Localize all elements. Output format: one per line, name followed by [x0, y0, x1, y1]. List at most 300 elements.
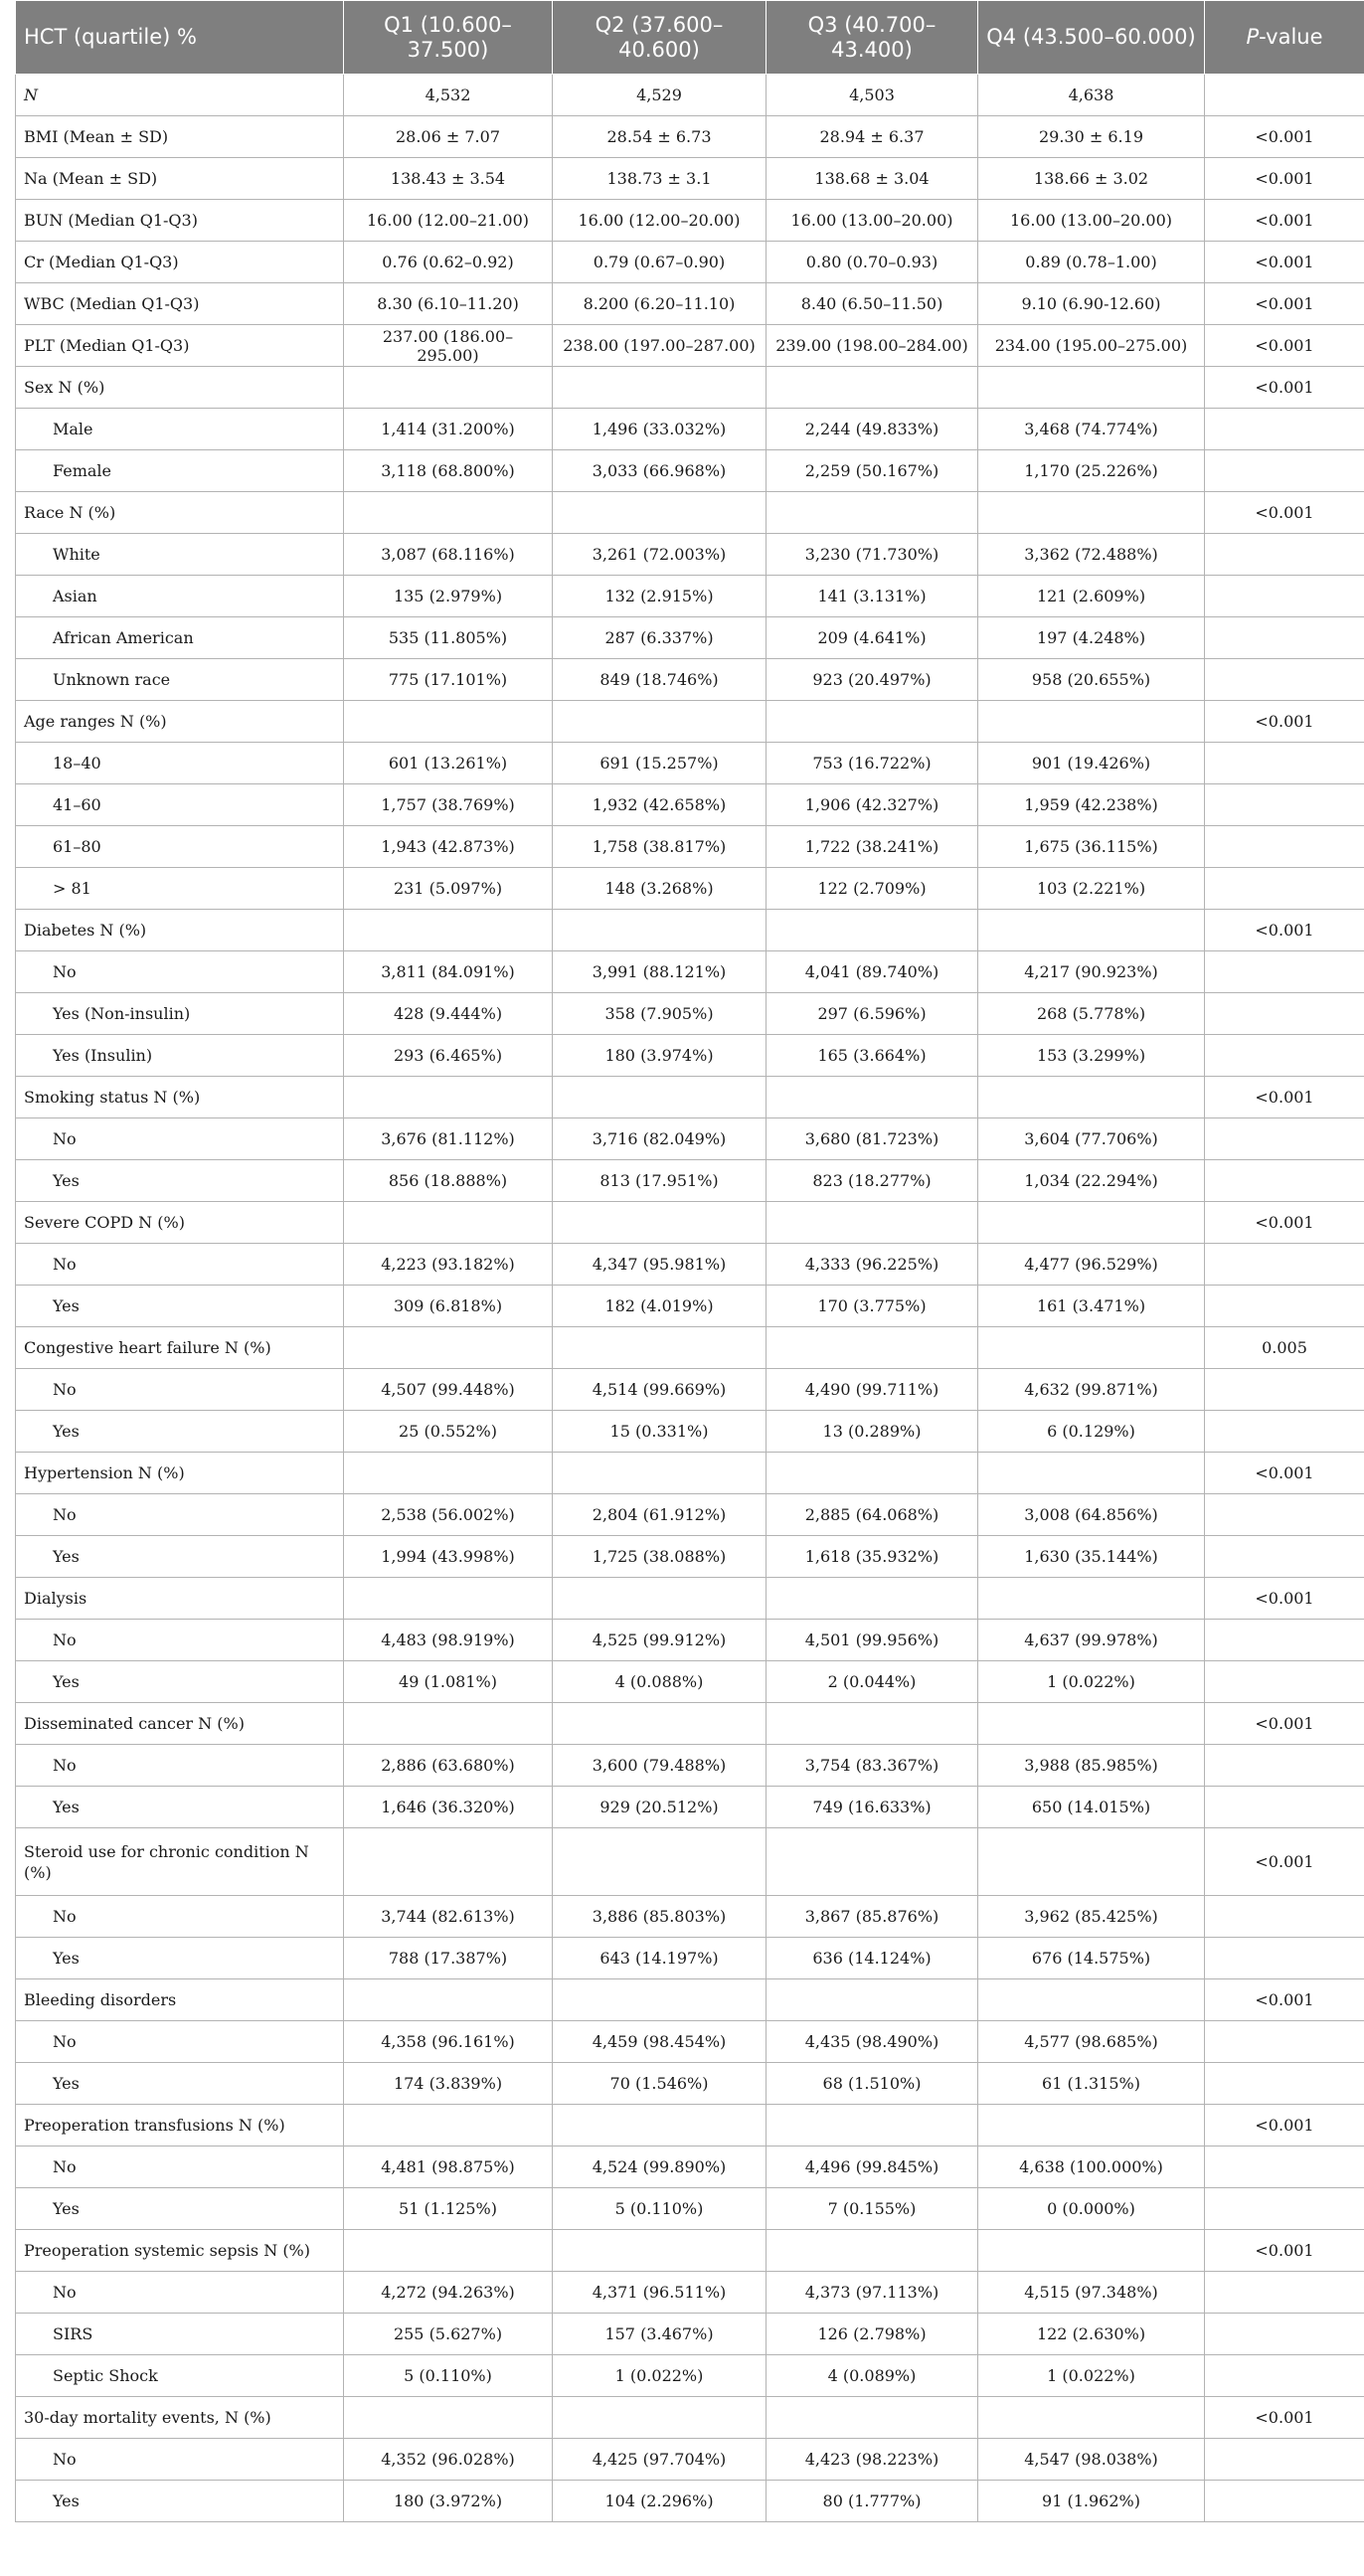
cell-q2	[553, 367, 767, 409]
cell-q3	[767, 2230, 978, 2272]
table-row	[16, 1938, 1364, 1979]
cell-p	[1205, 450, 1364, 492]
cell-q4	[978, 1703, 1205, 1745]
cell-p: <0.001	[1205, 1453, 1364, 1494]
table-row	[16, 367, 1364, 409]
cell-q2: 1,496 (33.032%)	[553, 409, 767, 450]
cell-q1: 4,223 (93.182%)	[344, 1244, 553, 1286]
cell-q4	[978, 1077, 1205, 1118]
cell-q3	[767, 910, 978, 951]
cell-label: No	[16, 1244, 344, 1286]
cell-q2	[553, 1327, 767, 1369]
table-row	[16, 2439, 1364, 2481]
cell-q2	[553, 2397, 767, 2439]
cell-q1	[344, 2230, 553, 2272]
cell-q1: 3,811 (84.091%)	[344, 951, 553, 993]
cell-q1: 4,507 (99.448%)	[344, 1369, 553, 1411]
cell-q1: 1,414 (31.200%)	[344, 409, 553, 450]
cell-q1	[344, 367, 553, 409]
table-row	[16, 2105, 1364, 2147]
cell-label: Bleeding disorders	[16, 1979, 344, 2021]
cell-label: White	[16, 534, 344, 576]
cell-q1: 255 (5.627%)	[344, 2314, 553, 2355]
cell-q4: 234.00 (195.00–275.00)	[978, 325, 1205, 367]
cell-label: No	[16, 1896, 344, 1938]
table-row	[16, 450, 1364, 492]
table-row	[16, 1896, 1364, 1938]
cell-q1: 5 (0.110%)	[344, 2355, 553, 2397]
cell-q2	[553, 1703, 767, 1745]
cell-q1: 3,118 (68.800%)	[344, 450, 553, 492]
cell-q1: 535 (11.805%)	[344, 617, 553, 659]
cell-label: African American	[16, 617, 344, 659]
cell-q4: 1 (0.022%)	[978, 2355, 1205, 2397]
cell-label: Male	[16, 409, 344, 450]
cell-q4	[978, 1327, 1205, 1369]
cell-q3	[767, 492, 978, 534]
cell-q4: 4,637 (99.978%)	[978, 1620, 1205, 1661]
cell-q3	[767, 2105, 978, 2147]
table-row	[16, 2314, 1364, 2355]
cell-q1: 49 (1.081%)	[344, 1661, 553, 1703]
cell-q1: 1,994 (43.998%)	[344, 1536, 553, 1578]
cell-q2: 3,716 (82.049%)	[553, 1118, 767, 1160]
cell-q1	[344, 1077, 553, 1118]
cell-p	[1205, 659, 1364, 701]
cell-q2: 4 (0.088%)	[553, 1661, 767, 1703]
cell-q3: 138.68 ± 3.04	[767, 158, 978, 200]
cell-label: No	[16, 2439, 344, 2481]
table-row	[16, 1536, 1364, 1578]
cell-label: Steroid use for chronic condition N (%)	[16, 1828, 344, 1896]
cell-p	[1205, 1035, 1364, 1077]
cell-p	[1205, 1620, 1364, 1661]
cell-q1: 4,532	[344, 75, 553, 116]
cell-p	[1205, 409, 1364, 450]
cell-p: <0.001	[1205, 1077, 1364, 1118]
cell-label: 61–80	[16, 826, 344, 868]
cell-p	[1205, 868, 1364, 910]
cell-p	[1205, 1411, 1364, 1453]
cell-q4: 3,988 (85.985%)	[978, 1745, 1205, 1787]
cell-p	[1205, 2355, 1364, 2397]
cell-q4: 197 (4.248%)	[978, 617, 1205, 659]
cell-q3: 4,503	[767, 75, 978, 116]
cell-label: Cr (Median Q1-Q3)	[16, 242, 344, 283]
cell-q1: 856 (18.888%)	[344, 1160, 553, 1202]
cell-q4: 4,515 (97.348%)	[978, 2272, 1205, 2314]
cell-label: Hypertension N (%)	[16, 1453, 344, 1494]
table-row	[16, 784, 1364, 826]
cell-q2: 16.00 (12.00–20.00)	[553, 200, 767, 242]
cell-p: <0.001	[1205, 242, 1364, 283]
cell-q4: 121 (2.609%)	[978, 576, 1205, 617]
table-row	[16, 2230, 1364, 2272]
cell-q4: 16.00 (13.00–20.00)	[978, 200, 1205, 242]
cell-q2	[553, 701, 767, 743]
cell-q1: 293 (6.465%)	[344, 1035, 553, 1077]
cell-q3: 239.00 (198.00–284.00)	[767, 325, 978, 367]
cell-q3: 4,496 (99.845%)	[767, 2147, 978, 2188]
cell-q1: 25 (0.552%)	[344, 1411, 553, 1453]
cell-q2: 148 (3.268%)	[553, 868, 767, 910]
cell-q1: 51 (1.125%)	[344, 2188, 553, 2230]
cell-q2: 1,725 (38.088%)	[553, 1536, 767, 1578]
header-q2: Q2 (37.600–40.600)	[553, 1, 767, 75]
cell-p	[1205, 1244, 1364, 1286]
cell-q3: 80 (1.777%)	[767, 2481, 978, 2522]
cell-q4	[978, 1202, 1205, 1244]
cell-q1	[344, 1453, 553, 1494]
cell-q3	[767, 1703, 978, 1745]
cell-q2: 4,529	[553, 75, 767, 116]
cell-q2	[553, 1828, 767, 1896]
table-row	[16, 283, 1364, 325]
cell-q3: 749 (16.633%)	[767, 1787, 978, 1828]
table-row	[16, 868, 1364, 910]
table-row	[16, 2147, 1364, 2188]
cell-label: Yes (Insulin)	[16, 1035, 344, 1077]
cell-q3: 68 (1.510%)	[767, 2063, 978, 2105]
cell-q3: 1,722 (38.241%)	[767, 826, 978, 868]
cell-label: Yes	[16, 2481, 344, 2522]
cell-q4: 1,959 (42.238%)	[978, 784, 1205, 826]
cell-label: No	[16, 1620, 344, 1661]
cell-q4: 0.89 (0.78–1.00)	[978, 242, 1205, 283]
cell-label: Sex N (%)	[16, 367, 344, 409]
cell-q4	[978, 910, 1205, 951]
cell-q3: 7 (0.155%)	[767, 2188, 978, 2230]
cell-p	[1205, 534, 1364, 576]
cell-p: <0.001	[1205, 283, 1364, 325]
table-row	[16, 1494, 1364, 1536]
cell-q1: 4,481 (98.875%)	[344, 2147, 553, 2188]
cell-q2: 1,932 (42.658%)	[553, 784, 767, 826]
cell-q1: 4,483 (98.919%)	[344, 1620, 553, 1661]
cell-label: 41–60	[16, 784, 344, 826]
cell-p	[1205, 1160, 1364, 1202]
cell-q2: 157 (3.467%)	[553, 2314, 767, 2355]
cell-p	[1205, 784, 1364, 826]
cell-q2: 4,459 (98.454%)	[553, 2021, 767, 2063]
table-row	[16, 1160, 1364, 1202]
cell-q3: 16.00 (13.00–20.00)	[767, 200, 978, 242]
cell-label: Diabetes N (%)	[16, 910, 344, 951]
cell-q3: 28.94 ± 6.37	[767, 116, 978, 158]
cell-label: Preoperation transfusions N (%)	[16, 2105, 344, 2147]
cell-q3: 141 (3.131%)	[767, 576, 978, 617]
cell-label: Severe COPD N (%)	[16, 1202, 344, 1244]
cell-q3: 165 (3.664%)	[767, 1035, 978, 1077]
header-q3: Q3 (40.700–43.400)	[767, 1, 978, 75]
cell-q3: 4,490 (99.711%)	[767, 1369, 978, 1411]
cell-q3: 209 (4.641%)	[767, 617, 978, 659]
table-row	[16, 910, 1364, 951]
cell-label: Dialysis	[16, 1578, 344, 1620]
table-row	[16, 659, 1364, 701]
cell-q3: 1,618 (35.932%)	[767, 1536, 978, 1578]
cell-q2	[553, 910, 767, 951]
cell-q4: 1,675 (36.115%)	[978, 826, 1205, 868]
cell-q1	[344, 910, 553, 951]
cell-p	[1205, 2481, 1364, 2522]
cell-q4	[978, 701, 1205, 743]
table-row	[16, 75, 1364, 116]
cell-q1: 237.00 (186.00–295.00)	[344, 325, 553, 367]
cell-label: Yes	[16, 1536, 344, 1578]
table-row	[16, 1703, 1364, 1745]
cell-label: Unknown race	[16, 659, 344, 701]
cell-q1	[344, 1979, 553, 2021]
cell-q4: 29.30 ± 6.19	[978, 116, 1205, 158]
cell-q4: 0 (0.000%)	[978, 2188, 1205, 2230]
cell-q2: 4,525 (99.912%)	[553, 1620, 767, 1661]
cell-q3: 2 (0.044%)	[767, 1661, 978, 1703]
cell-q1: 16.00 (12.00–21.00)	[344, 200, 553, 242]
cell-p	[1205, 2063, 1364, 2105]
hct-quartile-table	[15, 0, 1364, 2522]
cell-q1: 4,352 (96.028%)	[344, 2439, 553, 2481]
cell-p	[1205, 1745, 1364, 1787]
table-row	[16, 534, 1364, 576]
table-row	[16, 492, 1364, 534]
cell-label: Yes	[16, 1938, 344, 1979]
cell-q4	[978, 367, 1205, 409]
cell-label: Age ranges N (%)	[16, 701, 344, 743]
table-row	[16, 1661, 1364, 1703]
cell-label: Yes (Non-insulin)	[16, 993, 344, 1035]
cell-p: <0.001	[1205, 1202, 1364, 1244]
cell-label: Na (Mean ± SD)	[16, 158, 344, 200]
cell-p: <0.001	[1205, 1979, 1364, 2021]
cell-p	[1205, 1661, 1364, 1703]
cell-q4	[978, 492, 1205, 534]
cell-q2: 3,600 (79.488%)	[553, 1745, 767, 1787]
cell-q3: 8.40 (6.50–11.50)	[767, 283, 978, 325]
cell-q1	[344, 2397, 553, 2439]
cell-q3: 4,423 (98.223%)	[767, 2439, 978, 2481]
cell-q2	[553, 1202, 767, 1244]
cell-p	[1205, 1118, 1364, 1160]
cell-q4: 1,034 (22.294%)	[978, 1160, 1205, 1202]
cell-label: Yes	[16, 1787, 344, 1828]
cell-q3: 2,244 (49.833%)	[767, 409, 978, 450]
cell-p	[1205, 2021, 1364, 2063]
cell-q4	[978, 1578, 1205, 1620]
table-row	[16, 2188, 1364, 2230]
cell-q1: 3,676 (81.112%)	[344, 1118, 553, 1160]
cell-q1	[344, 1828, 553, 1896]
table-row	[16, 743, 1364, 784]
table-row	[16, 1035, 1364, 1077]
cell-q1: 174 (3.839%)	[344, 2063, 553, 2105]
cell-q2	[553, 1453, 767, 1494]
cell-p	[1205, 2439, 1364, 2481]
cell-p: <0.001	[1205, 492, 1364, 534]
cell-q4: 3,362 (72.488%)	[978, 534, 1205, 576]
cell-q3: 4,041 (89.740%)	[767, 951, 978, 993]
cell-p: <0.001	[1205, 367, 1364, 409]
cell-q4: 9.10 (6.90-12.60)	[978, 283, 1205, 325]
cell-p: 0.005	[1205, 1327, 1364, 1369]
table-row	[16, 2272, 1364, 2314]
cell-q2: 3,886 (85.803%)	[553, 1896, 767, 1938]
cell-q3: 4,501 (99.956%)	[767, 1620, 978, 1661]
cell-q4: 3,604 (77.706%)	[978, 1118, 1205, 1160]
cell-label: SIRS	[16, 2314, 344, 2355]
cell-q4: 676 (14.575%)	[978, 1938, 1205, 1979]
cell-q3: 122 (2.709%)	[767, 868, 978, 910]
cell-q2: 813 (17.951%)	[553, 1160, 767, 1202]
table-row	[16, 1077, 1364, 1118]
cell-p	[1205, 617, 1364, 659]
cell-q1	[344, 492, 553, 534]
cell-q4: 122 (2.630%)	[978, 2314, 1205, 2355]
cell-q4: 3,468 (74.774%)	[978, 409, 1205, 450]
header-p-rest: -value	[1259, 25, 1323, 49]
cell-q3: 3,754 (83.367%)	[767, 1745, 978, 1787]
cell-q1	[344, 1578, 553, 1620]
cell-q3	[767, 1202, 978, 1244]
cell-q1: 8.30 (6.10–11.20)	[344, 283, 553, 325]
cell-q2: 132 (2.915%)	[553, 576, 767, 617]
cell-q2	[553, 2105, 767, 2147]
cell-q2: 3,261 (72.003%)	[553, 534, 767, 576]
cell-label: N	[16, 75, 344, 116]
cell-q1	[344, 1327, 553, 1369]
table-row	[16, 1118, 1364, 1160]
cell-q4: 103 (2.221%)	[978, 868, 1205, 910]
cell-q2: 1,758 (38.817%)	[553, 826, 767, 868]
cell-p: <0.001	[1205, 701, 1364, 743]
cell-q3: 823 (18.277%)	[767, 1160, 978, 1202]
cell-label: No	[16, 1745, 344, 1787]
cell-label: Smoking status N (%)	[16, 1077, 344, 1118]
cell-label: WBC (Median Q1-Q3)	[16, 283, 344, 325]
cell-p: <0.001	[1205, 1828, 1364, 1896]
cell-q2	[553, 1578, 767, 1620]
cell-label: BMI (Mean ± SD)	[16, 116, 344, 158]
cell-q2: 182 (4.019%)	[553, 1286, 767, 1327]
cell-label: > 81	[16, 868, 344, 910]
cell-q1: 4,272 (94.263%)	[344, 2272, 553, 2314]
cell-p	[1205, 2188, 1364, 2230]
cell-q1: 138.43 ± 3.54	[344, 158, 553, 200]
cell-p: <0.001	[1205, 1703, 1364, 1745]
header-q1: Q1 (10.600–37.500)	[344, 1, 553, 75]
cell-q1	[344, 2105, 553, 2147]
cell-q3	[767, 367, 978, 409]
cell-q4	[978, 2230, 1205, 2272]
cell-q4: 161 (3.471%)	[978, 1286, 1205, 1327]
table-row	[16, 2397, 1364, 2439]
cell-q2: 358 (7.905%)	[553, 993, 767, 1035]
cell-q4: 61 (1.315%)	[978, 2063, 1205, 2105]
cell-label: No	[16, 2021, 344, 2063]
cell-q3: 4,333 (96.225%)	[767, 1244, 978, 1286]
cell-p	[1205, 1787, 1364, 1828]
cell-p	[1205, 1896, 1364, 1938]
cell-q1: 1,757 (38.769%)	[344, 784, 553, 826]
cell-q2: 2,804 (61.912%)	[553, 1494, 767, 1536]
cell-q1	[344, 1703, 553, 1745]
cell-q4: 901 (19.426%)	[978, 743, 1205, 784]
cell-q2: 15 (0.331%)	[553, 1411, 767, 1453]
cell-q3	[767, 1979, 978, 2021]
cell-q2: 287 (6.337%)	[553, 617, 767, 659]
table-row	[16, 1411, 1364, 1453]
cell-q3: 923 (20.497%)	[767, 659, 978, 701]
header-p-value	[1205, 1, 1364, 75]
cell-p	[1205, 1938, 1364, 1979]
cell-q4: 650 (14.015%)	[978, 1787, 1205, 1828]
cell-p	[1205, 75, 1364, 116]
cell-label: Septic Shock	[16, 2355, 344, 2397]
cell-q4: 138.66 ± 3.02	[978, 158, 1205, 200]
table-row	[16, 1202, 1364, 1244]
cell-q1	[344, 1202, 553, 1244]
cell-q4: 268 (5.778%)	[978, 993, 1205, 1035]
cell-q2	[553, 1979, 767, 2021]
cell-label: Female	[16, 450, 344, 492]
cell-label: Congestive heart failure N (%)	[16, 1327, 344, 1369]
cell-p: <0.001	[1205, 2397, 1364, 2439]
table-row	[16, 1578, 1364, 1620]
table-row	[16, 1244, 1364, 1286]
cell-label: Yes	[16, 2063, 344, 2105]
cell-label: Yes	[16, 2188, 344, 2230]
header-p-italic: P	[1246, 25, 1260, 49]
cell-q2: 4,425 (97.704%)	[553, 2439, 767, 2481]
cell-p: <0.001	[1205, 200, 1364, 242]
cell-p: <0.001	[1205, 116, 1364, 158]
cell-p	[1205, 1369, 1364, 1411]
cell-q1: 0.76 (0.62–0.92)	[344, 242, 553, 283]
cell-q3: 126 (2.798%)	[767, 2314, 978, 2355]
table-row	[16, 2355, 1364, 2397]
cell-q2: 138.73 ± 3.1	[553, 158, 767, 200]
cell-q4: 4,577 (98.685%)	[978, 2021, 1205, 2063]
table-row	[16, 409, 1364, 450]
cell-q1: 1,943 (42.873%)	[344, 826, 553, 868]
cell-q1: 4,358 (96.161%)	[344, 2021, 553, 2063]
cell-q4: 958 (20.655%)	[978, 659, 1205, 701]
cell-q3: 636 (14.124%)	[767, 1938, 978, 1979]
table-body	[16, 75, 1364, 2522]
cell-q1: 1,646 (36.320%)	[344, 1787, 553, 1828]
cell-q1: 3,744 (82.613%)	[344, 1896, 553, 1938]
cell-q2: 28.54 ± 6.73	[553, 116, 767, 158]
cell-p	[1205, 826, 1364, 868]
cell-q4: 91 (1.962%)	[978, 2481, 1205, 2522]
table-row	[16, 1745, 1364, 1787]
cell-q1: 2,538 (56.002%)	[344, 1494, 553, 1536]
header-row	[16, 1, 1364, 75]
cell-q3	[767, 1578, 978, 1620]
cell-label: Disseminated cancer N (%)	[16, 1703, 344, 1745]
cell-q2	[553, 1077, 767, 1118]
cell-q2: 104 (2.296%)	[553, 2481, 767, 2522]
cell-q1	[344, 701, 553, 743]
cell-q4	[978, 1828, 1205, 1896]
cell-q3: 2,885 (64.068%)	[767, 1494, 978, 1536]
cell-q4: 4,638 (100.000%)	[978, 2147, 1205, 2188]
cell-p	[1205, 2147, 1364, 2188]
cell-label: BUN (Median Q1-Q3)	[16, 200, 344, 242]
cell-label: Yes	[16, 1661, 344, 1703]
cell-q4: 1,630 (35.144%)	[978, 1536, 1205, 1578]
table-row	[16, 1828, 1364, 1896]
